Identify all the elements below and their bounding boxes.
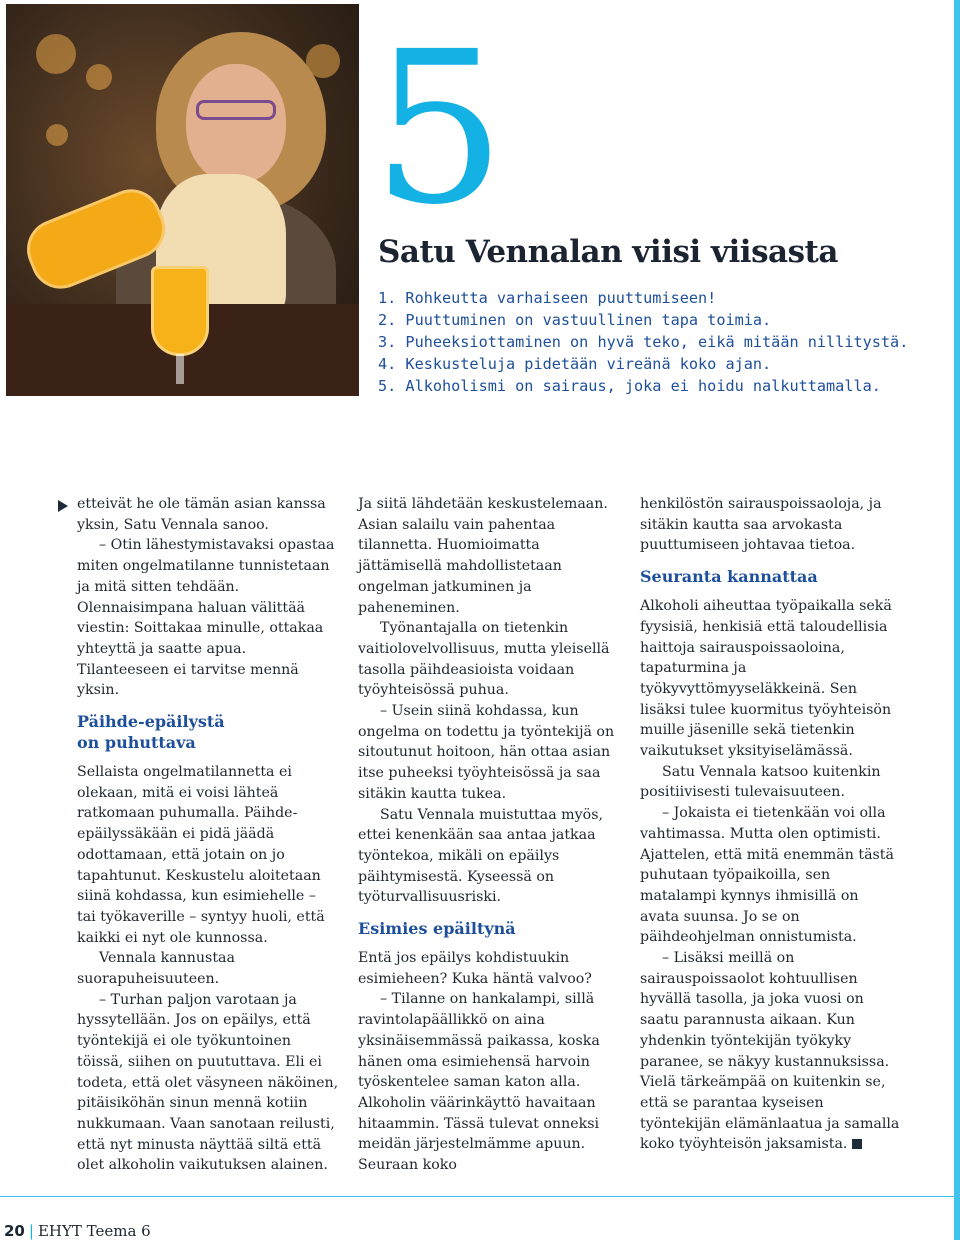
tip-item: 1. Rohkeutta varhaiseen puuttumiseen!: [378, 289, 717, 307]
paragraph: Työnantajalla on tietenkin vaitiolovelvollisuus, mutta yleisellä tasolla päihdeasioista voidaan työyhteisössä puhua.: [358, 620, 610, 699]
bokeh-light: [86, 64, 112, 90]
paragraph: – Turhan paljon varotaan ja hyssytellään. Jos on epäilys, että työntekijä ei ole työkuntoinen töissä, siihen on puututtava. Eli ei todeta, että olet väsyneen näköinen, pitäisiköhän sinun mennä kotiin nukkumaan. Vaan sanotaan reilusti, että nyt minusta näyttää siltä että olet alkoholin vaikutuksen alainen.: [77, 991, 339, 1174]
article-column-3: [640, 494, 902, 1155]
paragraph: Sellaista ongelmatilannetta ei olekaan, mitä ei voisi lähteä ratkomaan puhumalla. Päihde-epäilyssäkään ei pidä jäädä odottamaan, että jotain on jo tapahtunut. Keskustelu aloitetaan siinä kohdassa, kun esimiehelle – tai työkaverille – syntyy huoli, että kaikki ei nyt ole kunnossa.: [77, 764, 325, 946]
tip-item: 5. Alkoholismi on sairaus, joka ei hoidu nalkuttamalla.: [378, 377, 881, 395]
article-column-1: [77, 494, 339, 1176]
page-number: 20: [4, 1222, 25, 1240]
paragraph: etteivät he ole tämän asian kanssa yksin, Satu Vennala sanoo.: [77, 496, 326, 533]
paragraph: Alkoholi aiheuttaa työpaikalla sekä fyysisiä, henkisiä että taloudellisia haittoja sairauspoissaoloina, tapaturmina ja työkyvyttömyyseläkkeinä. Sen lisäksi tulee kuormitus työyhteisön muille jäsenille sekä tietenkin vaikutukset yksityiselämässä.: [640, 598, 892, 760]
subheading-line: on puhuttava: [77, 733, 196, 753]
footer-rule: [0, 1196, 954, 1197]
paragraph: – Usein siinä kohdassa, kun ongelma on todettu ja työntekijä on sitoutunut hoitoon, hän ottaa asian itse puheeksi työyhteisössä ja saa sitäkin kautta tukea.: [358, 703, 615, 802]
publication-name: EHYT Teema 6: [37, 1222, 151, 1240]
paragraph: Entä jos epäilys kohdistuukin esimieheen? Kuka häntä valvoo?: [358, 950, 592, 987]
bokeh-light: [46, 124, 68, 146]
bokeh-light: [36, 34, 76, 74]
paragraph: – Tilanne on hankalampi, sillä ravintolapäällikkö on aina yksinäisemmässä paikassa, koska hänen oma esimiehensä harvoin työskentelee saman katon alla. Alkoholin väärinkäyttö havaitaan hitaammin. Tässä tulevat onneksi meidän järjestelmämme apuun. Seuraan koko: [358, 991, 600, 1174]
tips-list: [378, 287, 908, 397]
paragraph-text: – Lisäksi meillä on sairauspoissaolot kohtuullisen hyvällä tasolla, ja joka vuosi on saatu parannusta aikaan. Kun yhdenkin työntekijän työkyky paranee, se näkyy kustannuksissa. Vielä tärkeämpää on kuitenkin se, että se parantaa kyseisen työntekijän elämänlaatua ja samalla koko työyhteisön jaksamista.: [640, 950, 900, 1153]
portrait-photo: [6, 4, 359, 396]
person-face: [186, 64, 286, 184]
paragraph: – Jokaista ei tietenkään voi olla vahtimassa. Mutta olen optimisti. Ajattelen, että mitä enemmän tästä puhutaan työpaikoilla, sen matalampi kynnys ihmisillä on avata suunsa. Jo se on päihdeohjelman onnistumista.: [640, 805, 894, 946]
paragraph: Vennala kannustaa suorapuheisuuteen.: [77, 950, 235, 988]
footer-separator: |: [28, 1222, 34, 1240]
page-footer: [4, 1222, 151, 1240]
continuation-arrow-icon: [58, 500, 68, 512]
glass-stem: [176, 354, 184, 384]
page-edge-accent: [954, 0, 960, 1240]
feature-title: Satu Vennalan viisi viisasta: [378, 234, 838, 270]
feature-number: 5: [372, 6, 506, 251]
tip-item: 4. Keskusteluja pidetään vireänä koko ajan.: [378, 355, 772, 373]
article-column-2: [358, 494, 620, 1176]
paragraph: Ja siitä lähdetään keskustelemaan. Asian salailu vain pahentaa tilannetta. Huomioimatta jättämisellä mahdollistetaan ongelman jatkuminen ja paheneminen.: [358, 496, 608, 616]
paragraph: – Otin lähestymistavaksi opastaa miten ongelmatilanne tunnistetaan ja mitä sitten tehdään. Olennaisimpana haluan välittää viestin: Soittakaa minulle, ottakaa yhteyttä ja saatte apua. Tilanteeseen ei tarvitse mennä yksin.: [77, 537, 335, 699]
glasses: [196, 100, 276, 120]
subheading: Esimies epäiltynä: [358, 919, 516, 939]
subheading-line: Päihde-epäilystä: [77, 712, 225, 732]
paragraph: henkilöstön sairauspoissaoloja, ja sitäkin kautta saa arvokasta puuttumiseen johtavaa tietoa.: [640, 496, 882, 554]
juice-glass: [151, 266, 209, 356]
paragraph: Satu Vennala katsoo kuitenkin positiivisesti tulevaisuuteen.: [640, 763, 881, 801]
paragraph: [640, 948, 902, 1155]
end-of-article-icon: [852, 1139, 862, 1149]
tip-item: 3. Puheeksiottaminen on hyvä teko, eikä mitään nillitystä.: [378, 333, 909, 351]
tip-item: 2. Puuttuminen on vastuullinen tapa toimia.: [378, 311, 772, 329]
paragraph: Satu Vennala muistuttaa myös, ettei kenenkään saa antaa jatkaa työntekoa, mikäli on epäilys päihtymisestä. Kyseessä on työturvallisuusriski.: [358, 806, 603, 906]
subheading: Seuranta kannattaa: [640, 567, 818, 587]
subheading: [77, 711, 339, 753]
